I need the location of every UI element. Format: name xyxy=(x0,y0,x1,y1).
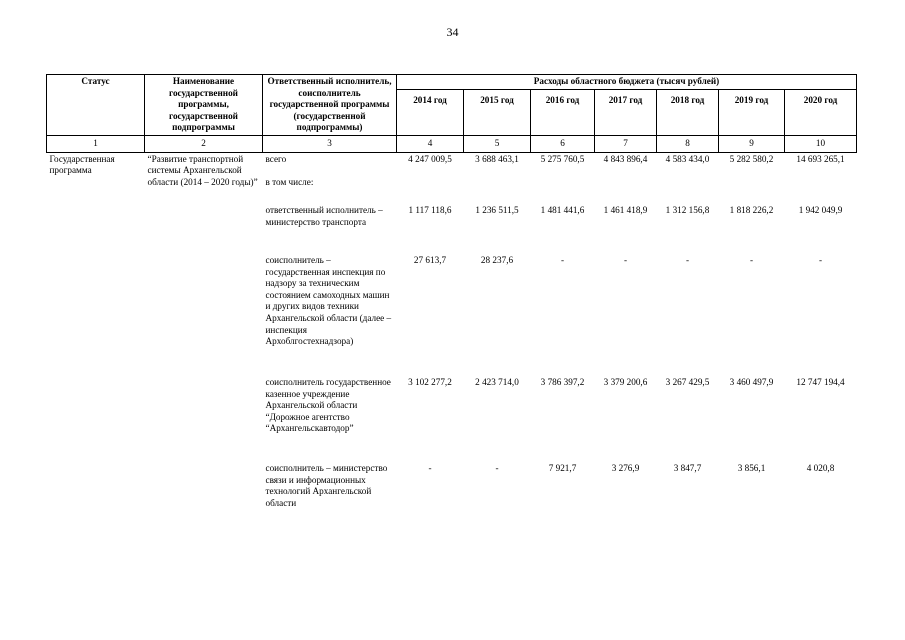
executor-cell: ответственный исполнитель – министерство транспорта xyxy=(265,205,383,227)
value-cell: 1 236 511,5 xyxy=(475,205,519,216)
column-number: 1 xyxy=(47,135,145,152)
value-cell: 3 276,9 xyxy=(611,463,640,474)
header-year-2018: 2018 год xyxy=(657,90,719,136)
column-number: 7 xyxy=(595,135,657,152)
value-cell xyxy=(595,176,657,204)
header-year-2020: 2020 год xyxy=(785,90,857,136)
value-cell: - xyxy=(749,255,754,266)
value-cell: 1 481 441,6 xyxy=(540,205,585,216)
executor-cell: всего xyxy=(265,153,287,164)
executor-cell: соисполнитель государственное казенное учреждение Архангельской области “Дорожное агентство “Архангельскавтодор” xyxy=(265,377,391,434)
value-cell: 1 818 226,2 xyxy=(729,205,774,216)
value-cell: - xyxy=(428,463,432,474)
value-cell: 1 312 156,8 xyxy=(665,205,710,216)
table-row xyxy=(47,152,857,176)
column-numbers-row xyxy=(47,135,857,152)
value-cell xyxy=(719,176,785,204)
value-cell: 5 275 760,5 xyxy=(540,153,585,164)
header-program: Наименование государственной программы, государственной подпрограммы xyxy=(145,75,263,136)
value-cell: 3 102 277,2 xyxy=(408,377,452,388)
value-cell: 3 847,7 xyxy=(673,463,702,474)
value-cell xyxy=(397,176,464,204)
value-cell xyxy=(657,176,719,204)
value-cell xyxy=(531,176,595,204)
value-cell: - xyxy=(560,255,565,266)
value-cell: - xyxy=(818,255,823,266)
value-cell: 14 693 265,1 xyxy=(796,153,845,164)
value-cell: 2 423 714,0 xyxy=(475,377,519,388)
value-cell xyxy=(464,176,531,204)
header-status: Статус xyxy=(47,75,145,136)
column-number: 3 xyxy=(263,135,397,152)
header-year-2016: 2016 год xyxy=(531,90,595,136)
value-cell: - xyxy=(623,255,628,266)
table-row xyxy=(47,462,857,528)
column-number: 6 xyxy=(531,135,595,152)
executor-cell: в том числе: xyxy=(265,177,314,188)
header-year-2017: 2017 год xyxy=(595,90,657,136)
value-cell: 3 267 429,5 xyxy=(665,377,710,388)
value-cell: 3 688 463,1 xyxy=(475,153,519,164)
value-cell: 3 460 497,9 xyxy=(729,377,774,388)
header-expenses: Расходы областного бюджета (тысяч рублей) xyxy=(397,75,857,90)
budget-table xyxy=(46,74,857,528)
value-cell: 1 942 049,9 xyxy=(798,205,843,216)
header-year-2014: 2014 год xyxy=(397,90,464,136)
header-year-2019: 2019 год xyxy=(719,90,785,136)
status-cell: Государственная программа xyxy=(49,153,115,176)
value-cell: 1 461 418,9 xyxy=(603,205,648,216)
column-number: 5 xyxy=(464,135,531,152)
value-cell: 28 237,6 xyxy=(480,255,514,266)
value-cell: 4 843 896,4 xyxy=(603,153,648,164)
program-cell: “Развитие транспортной системы Архангельской области (2014 – 2020 годы)” xyxy=(147,153,258,187)
header-executor: Ответственный исполнитель, соисполнитель государственной программы (государственной подпрограммы) xyxy=(263,75,397,136)
value-cell: 3 856,1 xyxy=(737,463,766,474)
page-number: 34 xyxy=(446,25,459,39)
column-number: 10 xyxy=(785,135,857,152)
value-cell: 7 921,7 xyxy=(548,463,577,474)
value-cell: 1 117 118,6 xyxy=(408,205,452,216)
value-cell: 5 282 580,2 xyxy=(729,153,774,164)
header-year-2015: 2015 год xyxy=(464,90,531,136)
column-number: 2 xyxy=(145,135,263,152)
value-cell: 27 613,7 xyxy=(413,255,447,266)
table-row xyxy=(47,204,857,254)
value-cell: 4 020,8 xyxy=(806,463,835,474)
executor-cell: соисполнитель – государственная инспекция по надзору за техническим состоянием самоходных машин и других видов техники Архангельской области (далее – инспекция Архоблгостехнадзора) xyxy=(265,255,392,347)
column-number: 4 xyxy=(397,135,464,152)
value-cell xyxy=(785,176,857,204)
value-cell: 4 247 009,5 xyxy=(408,153,452,164)
value-cell: 3 786 397,2 xyxy=(540,377,585,388)
table-row xyxy=(47,376,857,462)
value-cell: 3 379 200,6 xyxy=(603,377,648,388)
column-number: 8 xyxy=(657,135,719,152)
table-row xyxy=(47,254,857,376)
executor-cell: соисполнитель – министерство связи и информационных технологий Архангельской области xyxy=(265,463,388,508)
column-number: 9 xyxy=(719,135,785,152)
value-cell: 12 747 194,4 xyxy=(796,377,845,388)
value-cell: - xyxy=(495,463,499,474)
value-cell: - xyxy=(685,255,690,266)
value-cell: 4 583 434,0 xyxy=(665,153,710,164)
